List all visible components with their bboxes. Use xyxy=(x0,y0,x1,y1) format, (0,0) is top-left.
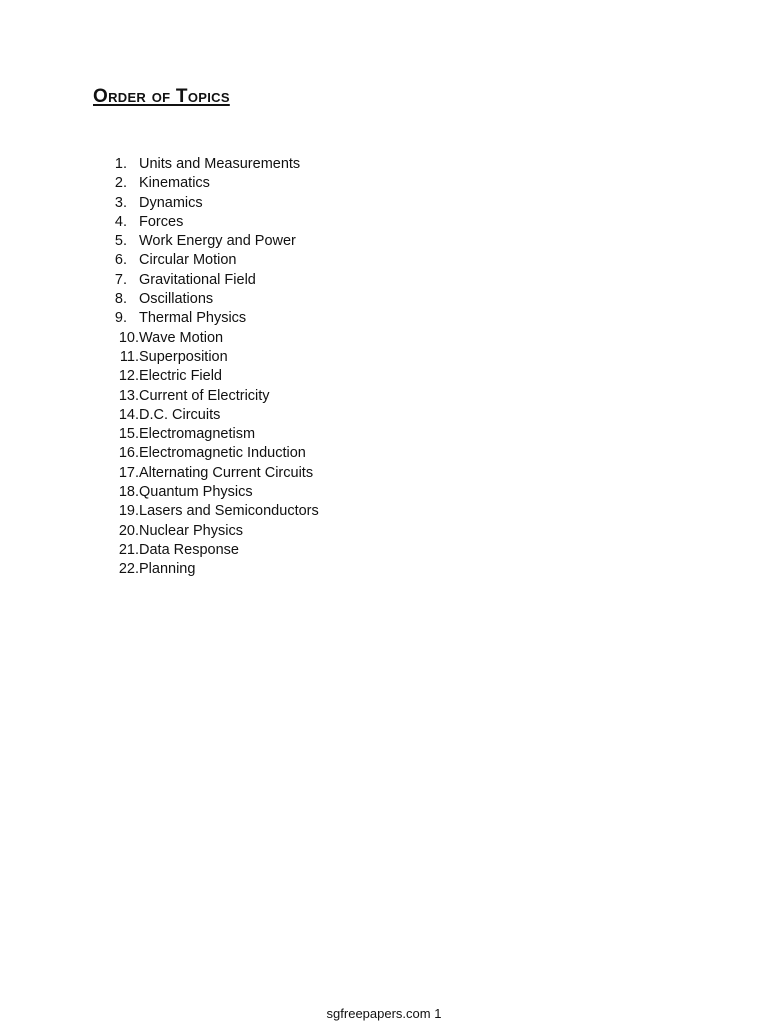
topic-number: 6. xyxy=(114,252,127,269)
topic-item xyxy=(112,232,319,251)
topic-item xyxy=(112,483,319,502)
topic-item xyxy=(112,194,319,213)
topic-item xyxy=(112,213,319,232)
topic-item xyxy=(112,367,319,386)
topic-label: Quantum Physics xyxy=(139,484,253,501)
topic-item xyxy=(112,541,319,560)
topic-item xyxy=(112,444,319,463)
topic-number: 11. xyxy=(119,348,139,365)
topic-label: Lasers and Semiconductors xyxy=(139,503,319,520)
topic-number: 4. xyxy=(114,213,127,230)
topic-label: Current of Electricity xyxy=(139,387,270,404)
topic-label: Gravitational Field xyxy=(139,271,256,288)
topic-item xyxy=(112,271,319,290)
topic-label: Electromagnetism xyxy=(139,426,256,443)
topic-number: 8. xyxy=(114,291,127,308)
topic-item xyxy=(112,406,319,425)
topic-label: Electric Field xyxy=(139,368,222,385)
topic-label: Nuclear Physics xyxy=(139,522,243,539)
topic-number: 18. xyxy=(118,484,139,501)
topic-item xyxy=(112,348,319,367)
topic-number: 3. xyxy=(114,194,127,211)
topic-item xyxy=(112,502,319,521)
footer-text: sgfreepapers.com 1 xyxy=(326,1006,442,1021)
topic-label: Kinematics xyxy=(139,175,210,192)
topic-item xyxy=(112,560,319,579)
topic-item xyxy=(112,155,319,174)
topic-label: Circular Motion xyxy=(139,252,237,269)
topic-label: Wave Motion xyxy=(139,329,224,346)
topic-label: Electromagnetic Induction xyxy=(139,445,306,462)
topic-item xyxy=(112,425,319,444)
topic-item xyxy=(112,329,319,348)
topic-item xyxy=(112,464,319,483)
topic-label: Work Energy and Power xyxy=(139,233,296,250)
page-footer xyxy=(0,1006,768,1021)
topic-label: Superposition xyxy=(139,348,228,365)
topic-number: 15. xyxy=(118,426,139,443)
topic-label: Data Response xyxy=(139,541,239,558)
topic-number: 2. xyxy=(114,175,127,192)
topic-label: Dynamics xyxy=(139,194,203,211)
topic-label: Oscillations xyxy=(139,291,214,308)
page-title: Order of Topics xyxy=(93,86,230,107)
topic-label: D.C. Circuits xyxy=(139,406,221,423)
topic-number: 7. xyxy=(114,271,127,288)
topic-label: Thermal Physics xyxy=(139,310,247,327)
topic-item xyxy=(112,522,319,541)
topic-label: Alternating Current Circuits xyxy=(139,464,314,481)
topic-number: 21. xyxy=(118,541,139,558)
topic-label: Planning xyxy=(139,561,196,578)
topic-number: 13. xyxy=(118,387,139,404)
topic-number: 10. xyxy=(118,329,139,346)
topic-item xyxy=(112,387,319,406)
topic-number: 20. xyxy=(118,522,139,539)
topic-item xyxy=(112,290,319,309)
topic-label: Forces xyxy=(139,213,184,230)
topic-number: 16. xyxy=(118,445,139,462)
topic-item xyxy=(112,251,319,270)
topic-number: 9. xyxy=(114,310,127,327)
topic-number: 1. xyxy=(114,156,127,172)
topic-number: 19. xyxy=(118,503,139,520)
topic-number: 22. xyxy=(118,561,139,578)
topic-list xyxy=(112,155,319,580)
topic-number: 14. xyxy=(118,406,139,423)
topic-item xyxy=(112,309,319,328)
topic-number: 17. xyxy=(118,464,139,481)
topic-item xyxy=(112,174,319,193)
topic-number: 5. xyxy=(114,233,127,250)
topic-number: 12. xyxy=(118,368,139,385)
topic-label: Units and Measurements xyxy=(139,156,301,172)
